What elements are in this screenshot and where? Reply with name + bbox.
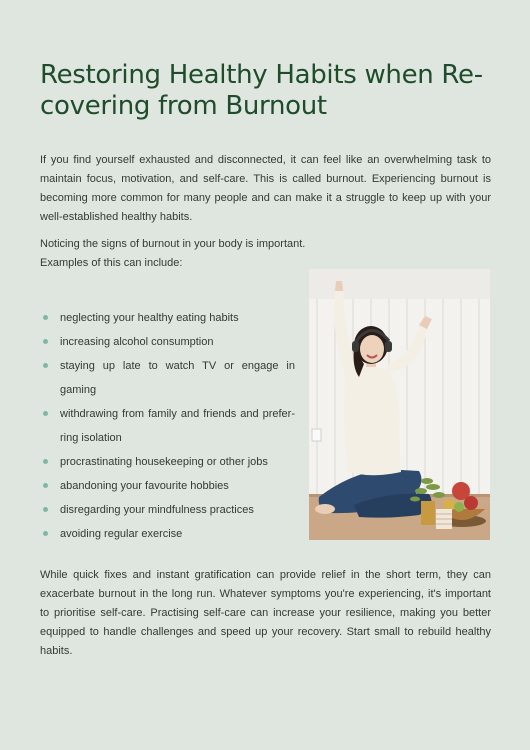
bullet-icon	[43, 315, 48, 320]
list-item	[40, 354, 295, 402]
list-item-text: abandoning your favourite hobbies	[60, 480, 229, 492]
list-item-text: staying up late to watch TV or engage in gaming	[60, 360, 295, 396]
signs-intro-line-2: Examples of this can include:	[40, 257, 183, 269]
list-item-text: increasing alcohol consumption	[60, 336, 214, 348]
bullet-icon	[43, 339, 48, 344]
bullet-icon	[43, 483, 48, 488]
list-item	[40, 474, 295, 498]
list-item-text: withdrawing from family and friends and prefer-ring isolation	[60, 408, 295, 444]
article-title: Restoring Healthy Habits when Re-covering from Burnout	[40, 60, 483, 121]
list-item-text: avoiding regular exercise	[60, 528, 183, 540]
list-item-text: procrastinating housekeeping or other jobs	[60, 456, 268, 468]
bullet-icon	[43, 531, 48, 536]
burnout-signs-list	[40, 306, 295, 546]
intro-paragraph: If you find yourself exhausted and disconnected, it can feel like an overwhelming task to maintain focus, motivation, and self-care. This is called burnout. Experiencing burnout is becoming more common for many people and can make it a struggle to keep up with your well-established healthy habits.	[40, 154, 491, 223]
list-item-text: neglecting your healthy eating habits	[60, 312, 239, 324]
woman-with-headphones-photo	[309, 269, 490, 540]
signs-intro-line-1: Noticing the signs of burnout in your body is important.	[40, 238, 306, 250]
list-item	[40, 450, 295, 474]
bullet-icon	[43, 459, 48, 464]
list-item	[40, 522, 295, 546]
list-item	[40, 498, 295, 522]
bullet-icon	[43, 411, 48, 416]
bullet-icon	[43, 507, 48, 512]
list-item	[40, 306, 295, 330]
list-item	[40, 402, 295, 450]
list-item	[40, 330, 295, 354]
bullet-icon	[43, 363, 48, 368]
closing-paragraph: While quick fixes and instant gratification can provide relief in the short term, they can exacerbate burnout in the long run. Whatever symptoms you're experiencing, it's important to prioritise self-care. Practising self-care can increase your resilience, making you better equipped to handle challenges and speed up your recovery. Start small to rebuild healthy habits.	[40, 569, 491, 657]
list-item-text: disregarding your mindfulness practices	[60, 504, 254, 516]
signs-intro	[40, 235, 491, 273]
